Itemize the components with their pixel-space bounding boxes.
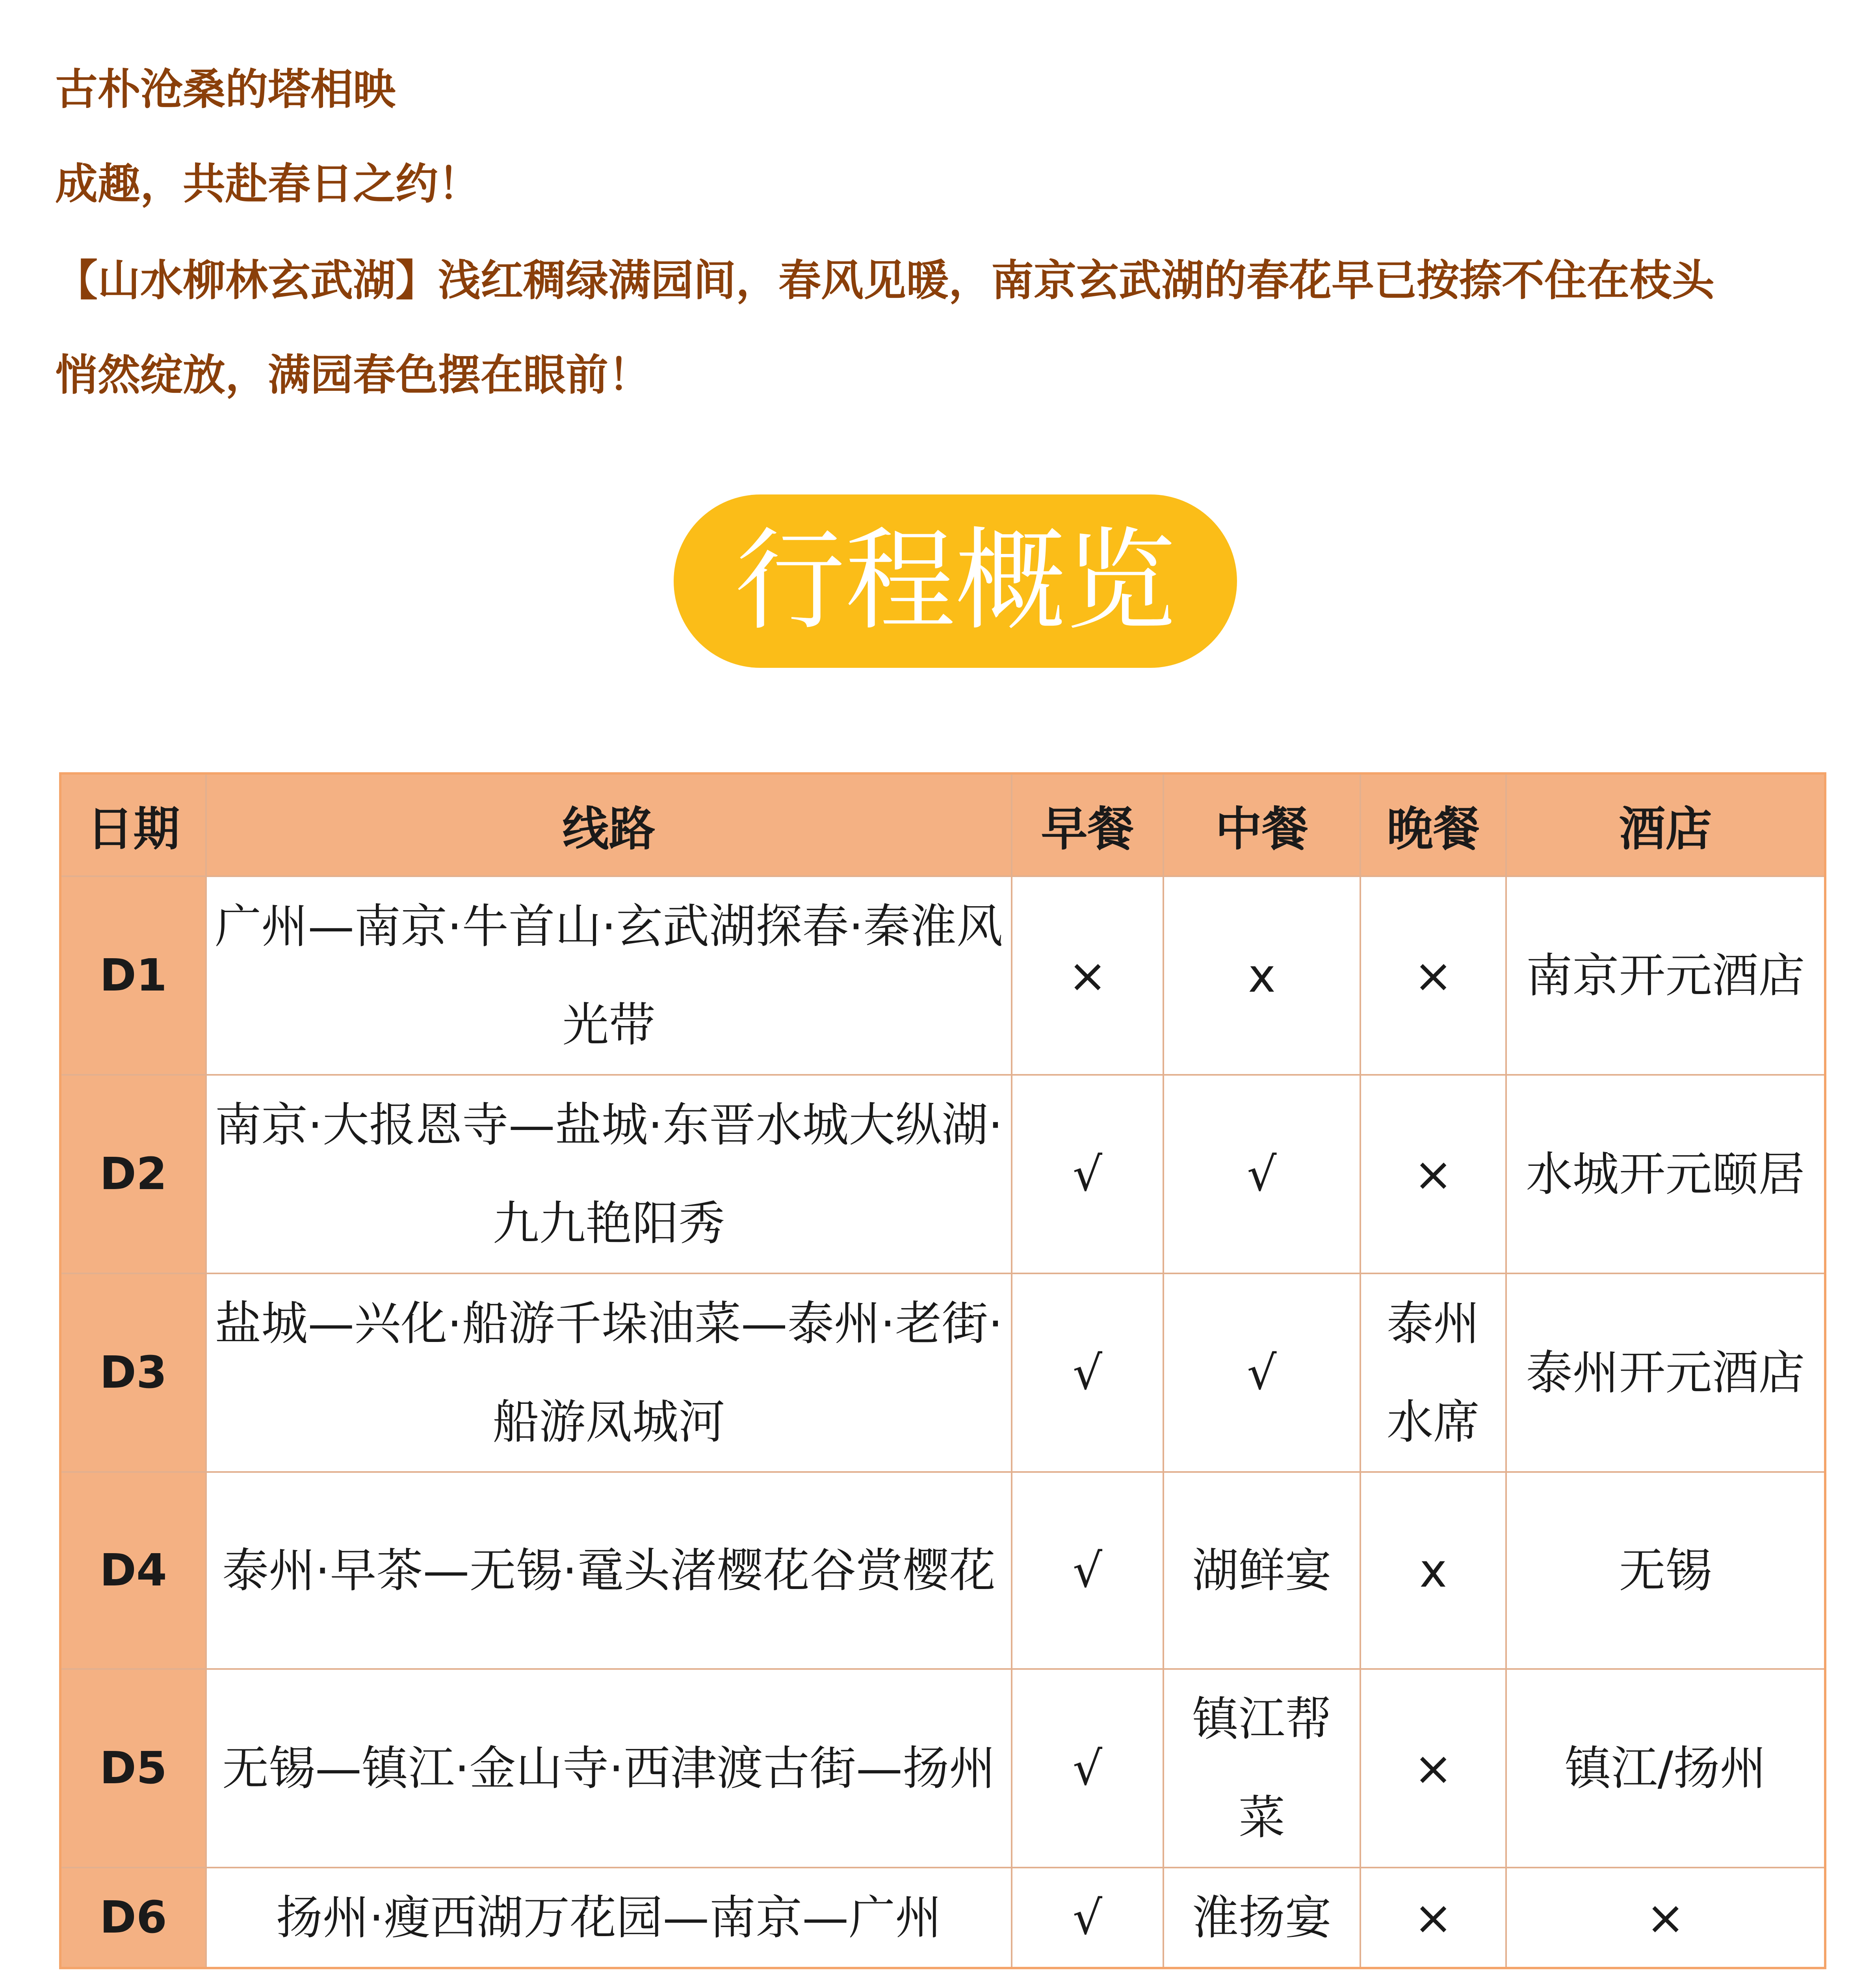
route-cell: 泰州·早茶—无锡·鼋头渚樱花谷赏樱花 [206, 1472, 1012, 1669]
lunch-cell: √ [1163, 1273, 1360, 1472]
hotel-cell: 泰州开元酒店 [1506, 1273, 1825, 1472]
breakfast-cell: √ [1012, 1669, 1163, 1868]
lunch-cell: √ [1163, 1075, 1360, 1273]
route-cell: 无锡—镇江·金山寺·西津渡古街—扬州 [206, 1669, 1012, 1868]
route-cell: 南京·大报恩寺—盐城·东晋水城大纵湖·九九艳阳秀 [206, 1075, 1012, 1273]
breakfast-cell: √ [1012, 1075, 1163, 1273]
breakfast-cell: √ [1012, 1472, 1163, 1669]
intro-line-3: 【山水柳林玄武湖】浅红稠绿满园间，春风见暖，南京玄武湖的春花早已按捺不住在枝头 [55, 256, 1715, 305]
day-cell: D2 [60, 1075, 206, 1273]
intro-line-2: 成趣，共赴春日之约！ [55, 160, 481, 209]
table-row [60, 1669, 1825, 1868]
lunch-cell: 镇江帮菜 [1163, 1669, 1360, 1868]
header-breakfast: 早餐 [1012, 773, 1163, 876]
intro-line-1: 古朴沧桑的塔相映 [55, 65, 396, 114]
route-cell: 扬州·瘦西湖万花园—南京—广州 [206, 1868, 1012, 1968]
header-lunch: 中餐 [1163, 773, 1360, 876]
hotel-cell: 南京开元酒店 [1506, 876, 1825, 1075]
dinner-cell: × [1360, 1669, 1506, 1868]
lunch-cell: 湖鲜宴 [1163, 1472, 1360, 1669]
header-date: 日期 [60, 773, 206, 876]
hotel-cell: 无锡 [1506, 1472, 1825, 1669]
overview-heading: 行程概览 [674, 494, 1237, 668]
breakfast-cell: √ [1012, 1868, 1163, 1968]
header-hotel: 酒店 [1506, 773, 1825, 876]
table-row [60, 876, 1825, 1075]
day-cell: D3 [60, 1273, 206, 1472]
hotel-cell: × [1506, 1868, 1825, 1968]
table-row [60, 1868, 1825, 1968]
day-cell: D5 [60, 1669, 206, 1868]
header-dinner: 晚餐 [1360, 773, 1506, 876]
dinner-cell: × [1360, 1075, 1506, 1273]
dinner-cell: × [1360, 876, 1506, 1075]
breakfast-cell: √ [1012, 1273, 1163, 1472]
hotel-cell: 镇江/扬州 [1506, 1669, 1825, 1868]
table-row [60, 1075, 1825, 1273]
day-cell: D4 [60, 1472, 206, 1669]
table-header-row [60, 773, 1825, 876]
intro-line-4: 悄然绽放，满园春色摆在眼前！ [55, 351, 651, 400]
table-row [60, 1273, 1825, 1472]
day-cell: D6 [60, 1868, 206, 1968]
dinner-cell: 泰州水席 [1360, 1273, 1506, 1472]
route-cell: 广州—南京·牛首山·玄武湖探春·秦淮风光带 [206, 876, 1012, 1075]
lunch-cell: 淮扬宴 [1163, 1868, 1360, 1968]
route-cell: 盐城—兴化·船游千垛油菜—泰州·老街·船游凤城河 [206, 1273, 1012, 1472]
itinerary-table [59, 772, 1826, 1969]
dinner-cell: x [1360, 1472, 1506, 1669]
header-route: 线路 [206, 773, 1012, 876]
breakfast-cell: × [1012, 876, 1163, 1075]
day-cell: D1 [60, 876, 206, 1075]
hotel-cell: 水城开元颐居 [1506, 1075, 1825, 1273]
dinner-cell: × [1360, 1868, 1506, 1968]
table-row [60, 1472, 1825, 1669]
lunch-cell: x [1163, 876, 1360, 1075]
